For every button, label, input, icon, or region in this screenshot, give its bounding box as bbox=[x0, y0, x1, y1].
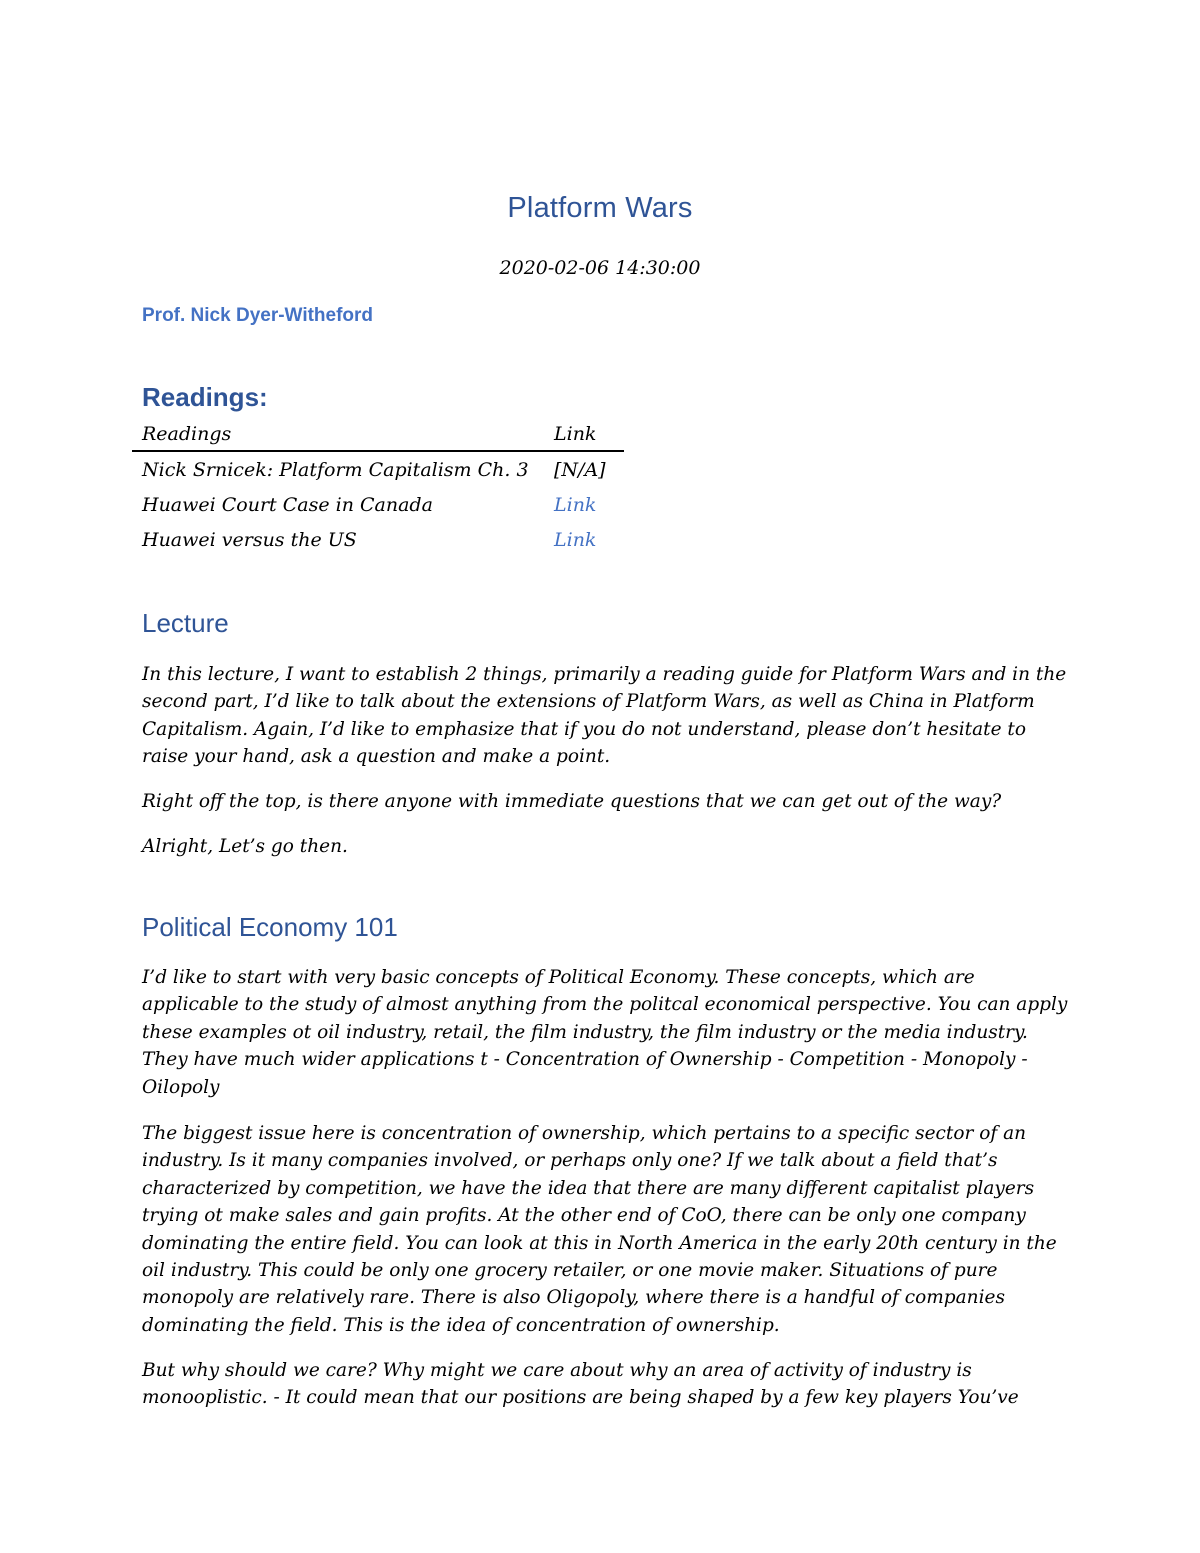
readings-heading: Readings: bbox=[142, 382, 268, 412]
document-date: 2020-02-06 14:30:00 bbox=[499, 257, 701, 279]
reading-link[interactable]: Link bbox=[554, 493, 597, 516]
reading-link[interactable]: Link bbox=[554, 528, 597, 551]
table-row bbox=[132, 451, 624, 487]
lecture-heading: Lecture bbox=[142, 608, 229, 638]
lecture-paragraph: Alright, Let’s go then. bbox=[142, 836, 348, 857]
document-author: Prof. Nick Dyer-Witheford bbox=[142, 305, 374, 326]
reading-link-na: [N/A] bbox=[554, 458, 606, 481]
document-title: Platform Wars bbox=[507, 192, 693, 224]
political-economy-heading: Political Economy 101 bbox=[142, 912, 398, 942]
readings-table-header bbox=[132, 418, 624, 451]
column-header-link: Link bbox=[544, 418, 624, 451]
reading-title: Huawei Court Case in Canada bbox=[142, 493, 433, 516]
column-header-readings: Readings bbox=[132, 418, 544, 451]
lecture-paragraph: In this lecture, I want to establish 2 things, primarily a reading guide for Platform Wars and in the second part, I’d like to talk about the extensions of Platform Wars, as well as China in Platform Capitalism. Again, I’d like to emphasize that if you do not understand, please don’t hesitate to raise your hand, ask a question and make a point. bbox=[142, 664, 1067, 768]
readings-table bbox=[132, 418, 624, 557]
lecture-paragraph: Right off the top, is there anyone with immediate questions that we can get out of the way? bbox=[142, 791, 1002, 812]
body-paragraph: I’d like to start with very basic concepts of Political Economy. These concepts, which are applicable to the study of almost anything from the politcal economical perspective. You can apply these examples ot oil industry, retail, the film industry, the film industry or the media industry. They have much wider applications t - Concentration of Ownership - Competition - Monopoly - Oilopoly bbox=[142, 967, 1068, 1098]
table-row bbox=[132, 522, 624, 557]
reading-title: Huawei versus the US bbox=[142, 528, 357, 551]
body-paragraph: The biggest issue here is concentration of ownership, which pertains to a specific sector of an industry. Is it many companies involved, or perhaps only one? If we talk about a field that’s characterized by competition, we have the idea that there are many different capitalist players trying ot make sales and gain profits. At the other end of CoO, there can be only one company dominating the entire field. You can look at this in North America in the early 20th century in the oil industry. This could be only one grocery retailer, or one movie maker. Situations of pure monopoly are relatively rare. There is also Oligopoly, where there is a handful of companies dominating the field. This is the idea of concentration of ownership. bbox=[142, 1123, 1057, 1336]
table-row bbox=[132, 487, 624, 522]
reading-title: Nick Srnicek: Platform Capitalism Ch. 3 bbox=[142, 458, 529, 481]
body-paragraph: But why should we care? Why might we care about why an area of activity of industry is monooplistic. - It could mean that our positions are being shaped by a few key players You’ve bbox=[142, 1360, 1019, 1409]
